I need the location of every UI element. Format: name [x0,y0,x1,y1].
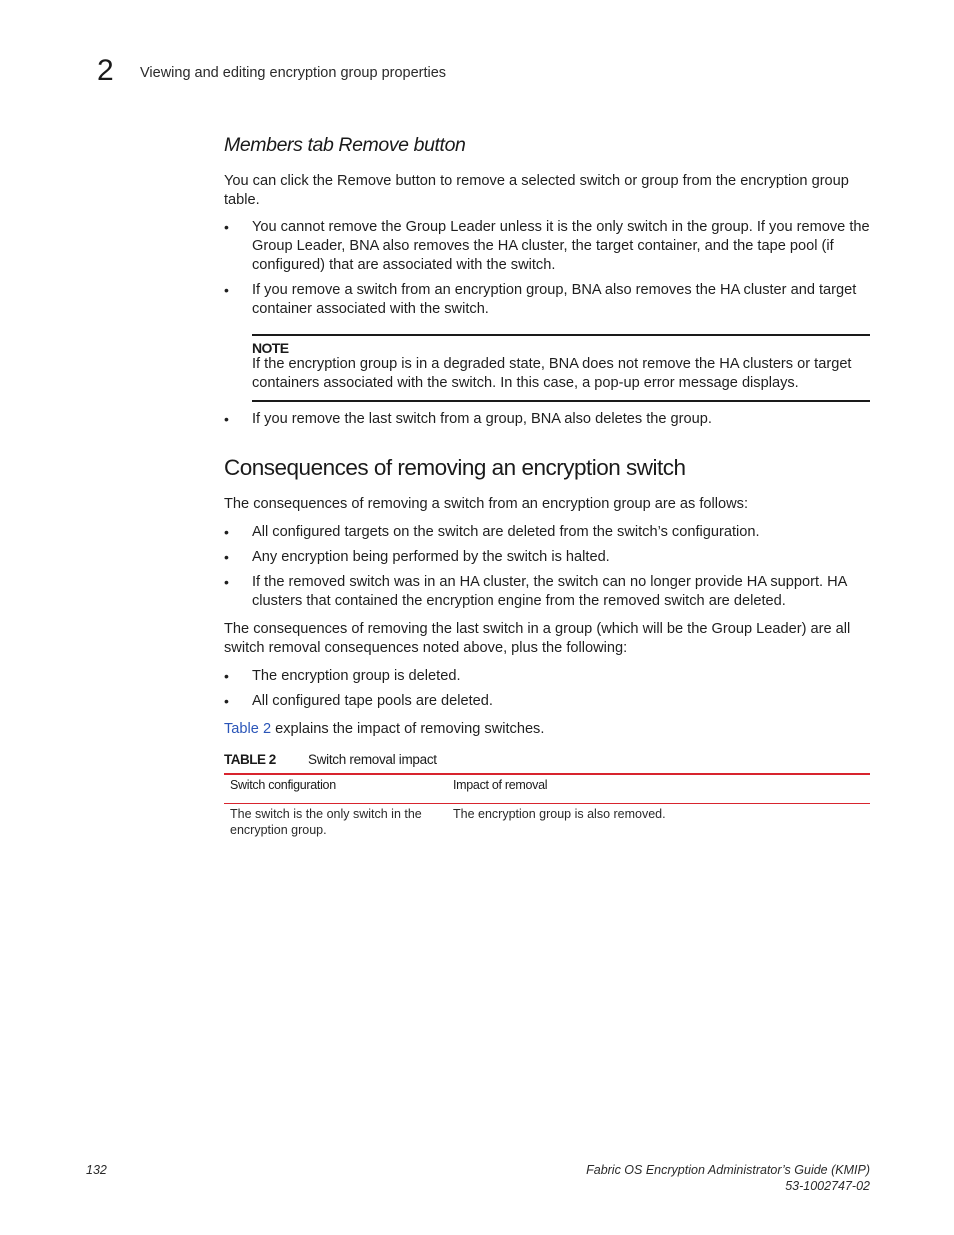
list-item [224,281,872,319]
table-top-rule [224,773,870,775]
consequences-intro: The consequences of removing a switch from an encryption group are as follows: [224,496,749,512]
intro-text-before: You can click the [224,173,338,189]
note-label: NOTE [252,340,289,356]
list-item-text: All configured tape pools are deleted. [252,693,493,709]
list-item-text: If you remove the last switch from a group, BNA also deletes the group. [252,411,712,427]
list-item [224,218,872,275]
bullet-icon: • [224,524,229,540]
table-label: TABLE 2 [224,752,276,767]
table-cell: The encryption group is also removed. [453,807,666,821]
list-item [224,692,872,711]
table-reference-text: explains the impact of removing switches. [271,721,545,737]
bullet-icon: • [224,668,229,684]
document-title: Fabric OS Encryption Administrator’s Guide (KMIP) [586,1163,870,1177]
section-heading-consequences: Consequences of removing an encryption switch [224,455,686,480]
list-item-text: All configured targets on the switch are deleted from the switch’s configuration. [252,524,760,540]
list-item [224,667,872,686]
note-box [252,334,870,402]
bullet-icon: • [224,693,229,709]
table-caption: Switch removal impact [308,752,437,767]
list-item [224,573,872,611]
remove-keyword: Remove [337,173,392,189]
bullet-icon: • [224,574,229,590]
list-item-text: You cannot remove the Group Leader unless it is the only switch in the group. If you remove the Group Leader, BNA also removes the HA cluster, the target container, and the tape pool (if configured) that are associated with the switch. [252,219,870,273]
table-header-rule [224,803,870,804]
list-item [224,523,872,542]
chapter-title: Viewing and editing encryption group properties [140,65,447,81]
table-cell: The switch is the only switch in the encryption group. [230,807,422,837]
list-item-text: The encryption group is deleted. [252,668,461,684]
list-item [224,410,872,429]
table-header-switch-configuration: Switch configuration [230,778,336,792]
chapter-number: 2 [97,54,114,87]
consequences-paragraph-2: The consequences of removing the last switch in a group (which will be the Group Leader) are all switch removal consequences noted above, plus the following: [224,621,851,656]
page-number: 132 [86,1163,107,1177]
list-item [224,548,872,567]
list-item-text: Any encryption being performed by the switch is halted. [252,549,610,565]
bullet-icon: • [224,219,229,235]
section-heading-remove-button: Members tab Remove button [224,134,466,156]
table-reference [224,720,872,739]
note-text: If the encryption group is in a degraded state, BNA does not remove the HA clusters or target containers associated with the switch. In this case, a pop-up error message displays. [252,356,852,391]
bullet-icon: • [224,411,229,427]
bullet-icon: • [224,282,229,298]
bullet-icon: • [224,549,229,565]
table-header-impact: Impact of removal [453,778,548,792]
document-number: 53-1002747-02 [785,1179,870,1193]
list-item-text: If you remove a switch from an encryption group, BNA also removes the HA cluster and target container associated with the switch. [252,282,857,317]
table-2-link[interactable]: Table 2 [224,721,272,737]
intro-text-after: button to remove a selected switch or group from the encryption group table. [224,173,849,208]
intro-paragraph [224,172,872,210]
list-item-text: If the removed switch was in an HA cluster, the switch can no longer provide HA support. HA clusters that contained the encryption engine from the removed switch are deleted. [252,574,847,609]
